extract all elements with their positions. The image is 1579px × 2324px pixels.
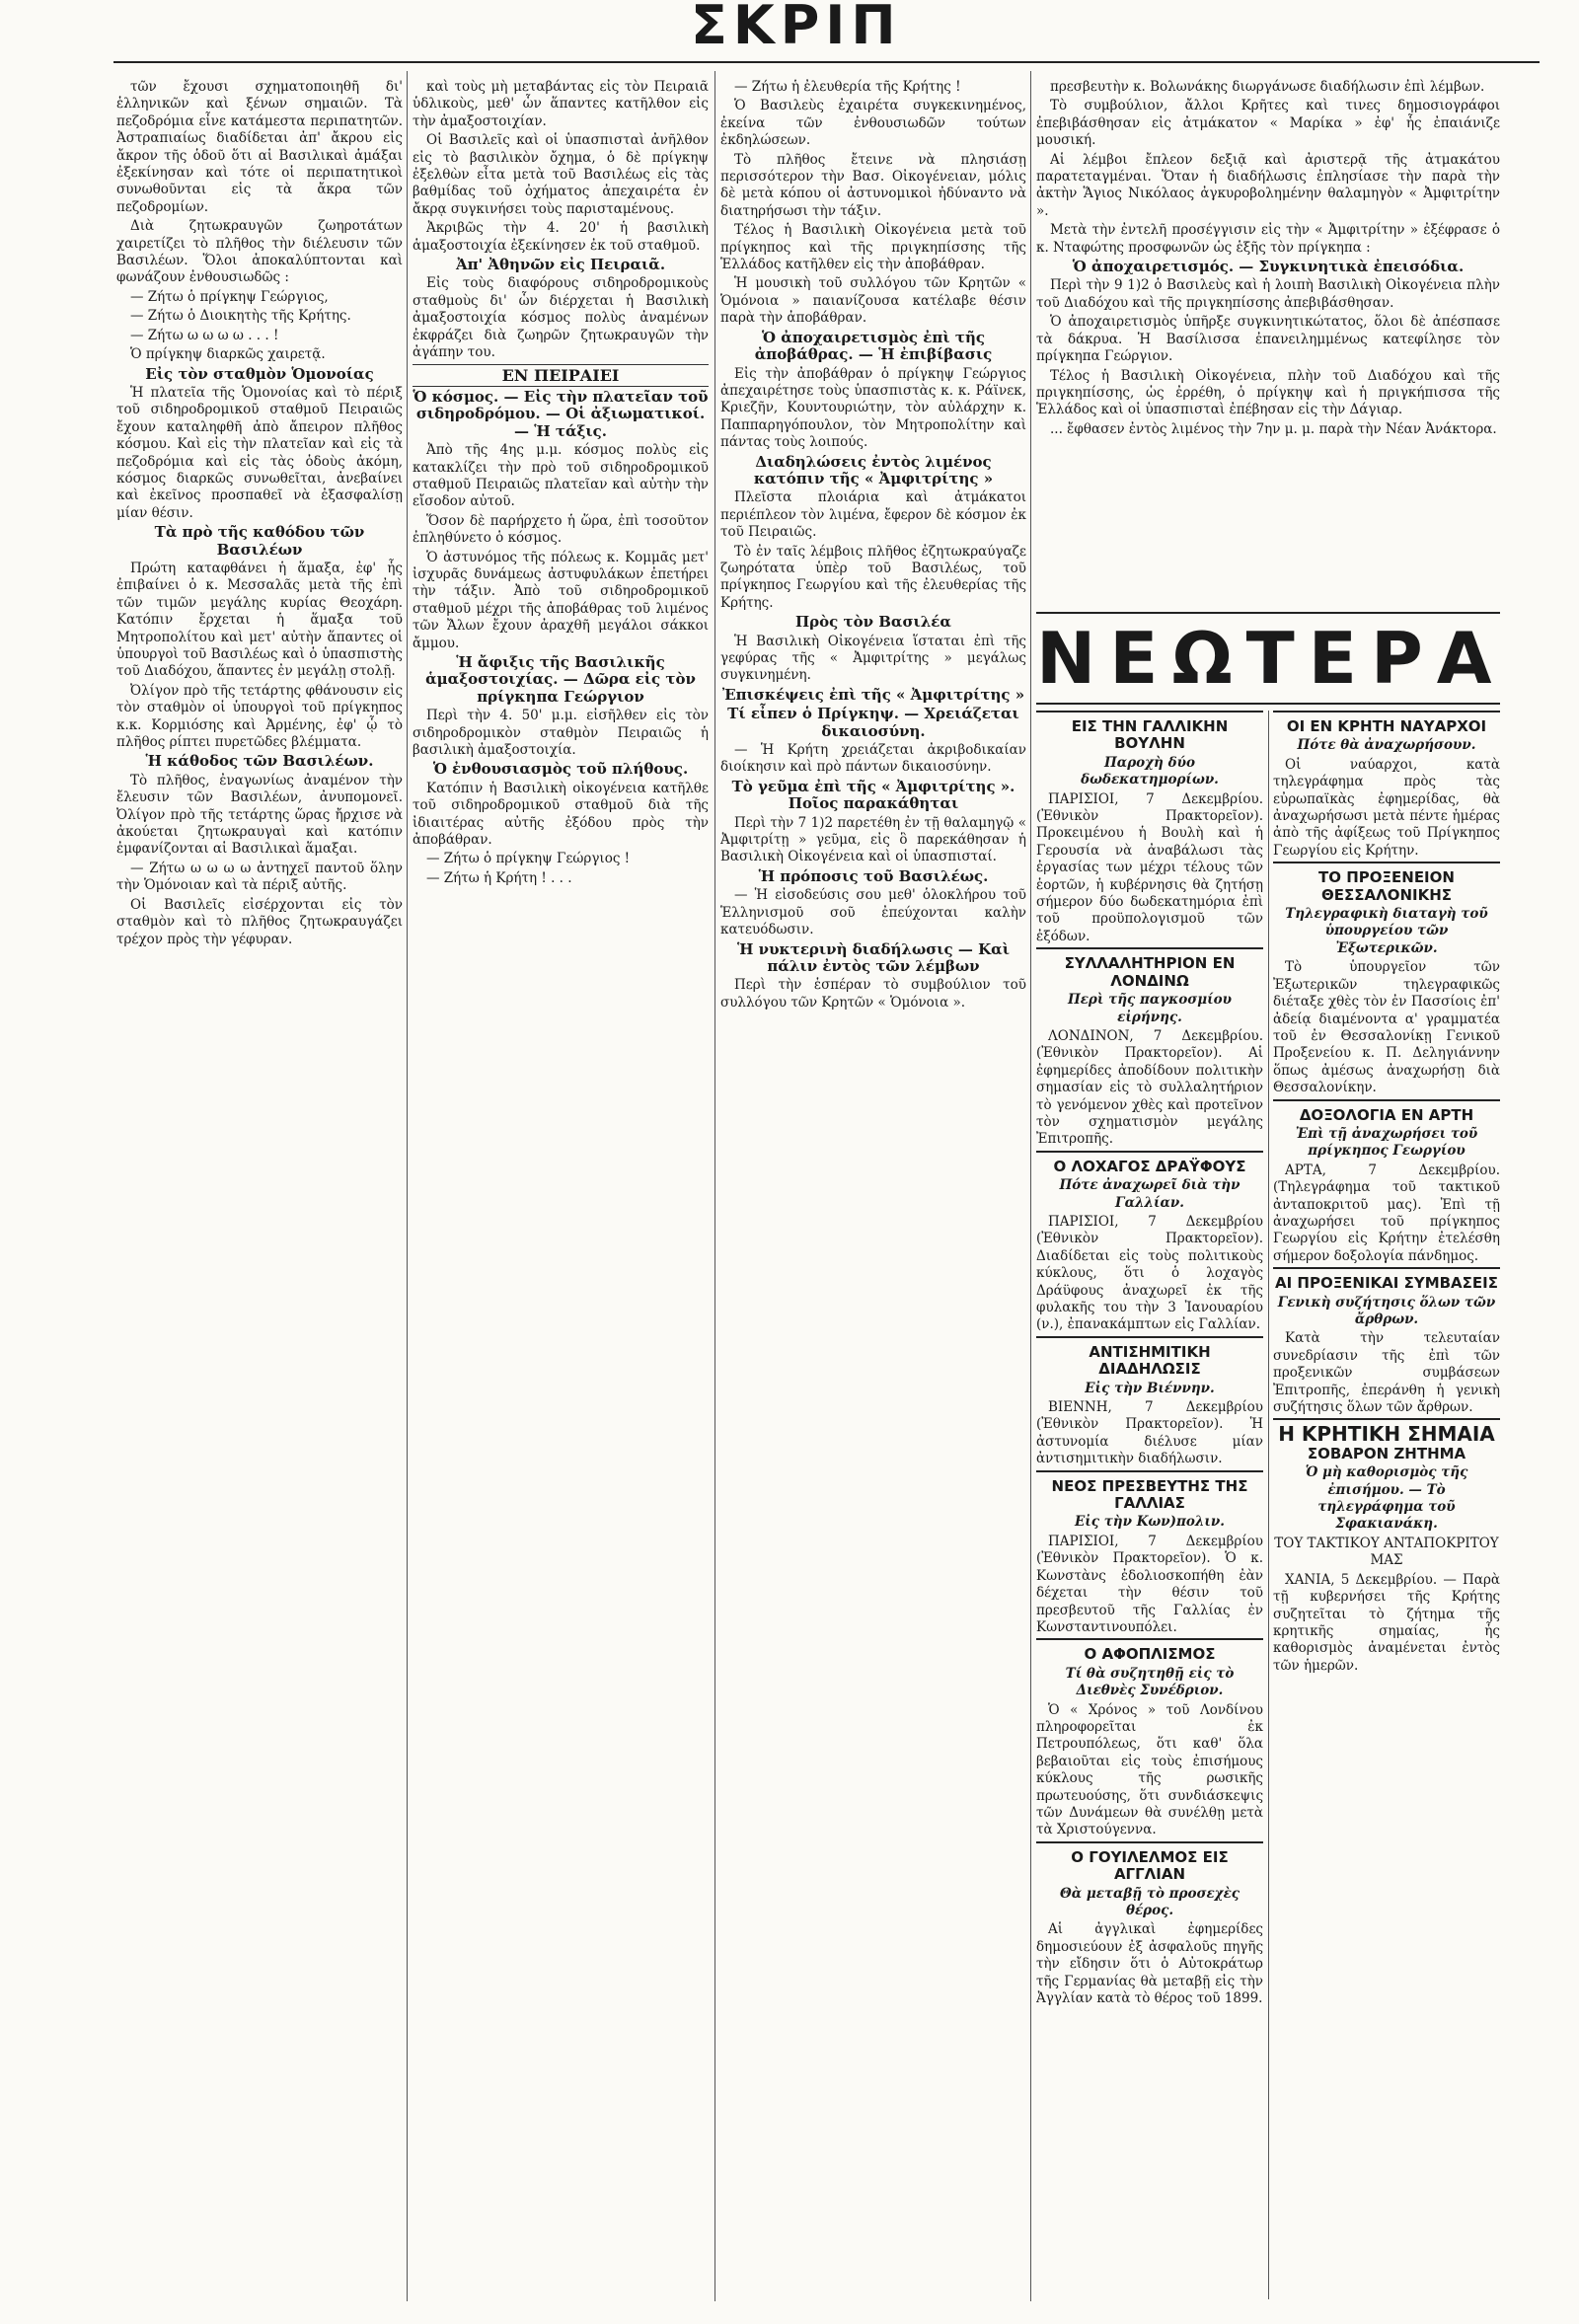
paragraph: — Ζήτω ἡ Κρήτη ! . . . [426,869,572,886]
paragraph: — Ἡ εἰσοδεύσις σου μεθ' ὁλοκλήρου τοῦ Ἑλληνισμοῦ σοῦ ἐπεύχονται καλὴν κατευόδωσιν. [720,887,1026,938]
paragraph: Ἀπὸ τῆς 4ης μ.μ. κόσμος πολὺς εἰς κατακλίζει τὴν πρὸ τοῦ σιδηροδρομικοῦ σταθμοῦ Πειραιῶς πλατεῖαν καὶ αὐτὴν τὴν εἴσοδον αὐτοῦ. [413,442,709,510]
paragraph: Τὸ συμβούλιον, ἄλλοι Κρῆτες καὶ τινες δημοσιογράφοι ἐπεβιβάσθησαν εἰς ἀτμάκατον « Μαρίκα » ἐφ' ἧς ἐπαιάνιζε μουσική. [1036,98,1500,149]
paragraph: Περὶ τὴν 4. 50' μ.μ. εἰσῆλθεν εἰς τὸν σιδηροδρομικὸν σταθμὸν Πειραιῶς ἡ βασιλικὴ ἀμαξοστοιχία. [413,708,709,759]
paragraph: — Ζήτω ὁ Διοικητὴς τῆς Κρήτης. [130,308,351,325]
section-heading: Ὁ ἐνθουσιασμὸς τοῦ πλήθους. [432,760,689,779]
section-heading: Τὸ γεῦμα ἐπὶ τῆς « Ἀμφιτρίτης ». Ποῖος παρακάθηται [731,777,1015,813]
paragraph: Περὶ τὴν ἑσπέραν τὸ συμβούλιον τοῦ συλλόγου τῶν Κρητῶν « Ὁμόνοια ». [720,977,1026,1011]
paragraph: τῶν ἔχουσι σχηματοποιηθῆ δι' ἑλληνικῶν καὶ ξένων σημαιῶν. Τὰ πεζοδρόμια εἶνε κατάμεστα περιπατητῶν. Ἀστραπιαίως διαδίδεται ἀπ' ἄκρου εἰς ἄκρον τῆς ὁδοῦ ὅτι αἱ Βασιλικαὶ ἁμάξαι ἐξεκίνησαν καὶ τότε οἱ περιπατητικοὶ συνωθοῦνται εἰς τὰ ἄκρα τῶν πεζοδρομίων. [116,79,403,215]
newspaper-title: ΣΚΡΙΠ [691,0,902,56]
paragraph: Οἱ Βασιλεῖς εἰσέρχονται εἰς τὸν σταθμὸν καὶ τὸ πλῆθος ζητωκραυγάζει τρέχον πρὸς τὴν γέφυραν. [116,896,403,947]
section-heading: Ὁ ἀποχαιρετισμός. — Συγκινητικὰ ἐπεισόδια. [1072,258,1465,276]
column-divider [1268,711,1269,2299]
paragraph: ΧΑΝΙΑ, 5 Δεκεμβρίου. — Παρὰ τῇ κυβερνήσει τῆς Κρήτης συζητεῖται τὸ ζήτημα τῆς κρητικῆς σημαίας, ἧς καθορισμὸς ἀναμένεται ἐντὸς τῶν ἡμερῶν. [1273,1571,1500,1674]
paragraph: Τὸ πλῆθος ἔτεινε νὰ πλησιάσῃ περισσότερον τὴν Βασ. Οἰκογένειαν, μόλις δὲ μετὰ κόπου οἱ ἀστυνομικοὶ ἠδύναντο νὰ διατηρήσωσι τὴν τάξιν. [720,151,1026,219]
news-headline: ΑΙ ΠΡΟΞΕΝΙΚΑΙ ΣΥΜΒΑΣΕΙΣ [1273,1267,1500,1292]
paragraph: Εἰς τὴν ἀποβάθραν ὁ πρίγκηψ Γεώργιος ἀπεχαιρέτησε τοὺς ὑπασπιστὰς κ. κ. Ράϊνεκ, Κριεζῆν, Κουντουριώτην, τὸν αὐλάρχην κ. Παππαρηγόπουλον, τὸν Μητροπολίτην καὶ πάντας τοὺς λοιπούς. [720,365,1026,451]
paragraph: Οἱ Βασιλεῖς καὶ οἱ ὑπασπισταὶ ἀνῆλθον εἰς τὸ βασιλικὸν ὄχημα, ὁ δὲ πρίγκηψ ἐξελθὼν εἶτα μετὰ τοῦ Βασιλέως εἰς τὰς βαθμίδας τοῦ ὀχήματος ἀπεχαιρέτα ἐν ἄκρᾳ συγκινήσει τοὺς παρισταμένους. [413,132,709,217]
paragraph: Ἀκριβῶς τὴν 4. 20' ἡ βασιλικὴ ἁμαξοστοιχία ἐξεκίνησεν ἐκ τοῦ σταθμοῦ. [413,220,709,254]
paragraph: ΠΑΡΙΣΙΟΙ, 7 Δεκεμβρίου. (Ἐθνικὸν Πρακτορεῖον). Προκειμένου ἡ Βουλὴ καὶ ἡ Γερουσία νὰ ἀναβάλωσι τὰς ἐργασίας των μέχρι τέλους τῶν ἑορτῶν, ἡ κυβέρνησις θὰ ζητήσῃ σήμερον δύο δωδεκατημόρια ἐπὶ τοῦ προϋπολογισμοῦ τῶν ἐξόδων. [1036,790,1263,944]
paragraph: Οἱ ναύαρχοι, κατὰ τηλεγράφημα πρὸς τὰς εὐρωπαϊκὰς ἐφημερίδας, θὰ ἀναχωρήσωσι μετὰ πέντε ἡμέρας ἀπὸ τῆς ἀφίξεως τοῦ Πρίγκηπος Γεωργίου εἰς Κρήτην. [1273,756,1500,859]
paragraph: — Ζήτω ὁ πρίγκηψ Γεώργιος ! [426,851,631,867]
news-subheadline: Ἐπὶ τῇ ἀναχωρήσει τοῦ πρίγκηπος Γεωργίου [1295,1125,1478,1160]
paragraph: Περὶ τὴν 7 1)2 παρετέθη ἐν τῇ θαλαμηγῷ « Ἀμφιτρίτῃ » γεῦμα, εἰς ὃ παρεκάθησαν ἡ Βασιλικὴ Οἰκογένεια καὶ οἱ ὑπασπισταί. [720,814,1026,865]
paragraph: Ὁ ἀστυνόμος τῆς πόλεως κ. Κομμᾶς μετ' ἰσχυρᾶς δυνάμεως ἀστυφυλάκων ἐπετήρει τὴν τάξιν. Ἀπὸ τοῦ σιδηροδρομικοῦ σταθμοῦ μέχρι τῆς ἀποβάθρας τοῦ λιμένος τῶν Ἄλων ἔχουν ἀραχθῆ μεγάλοι σάκκοι ἄμμου. [413,549,709,651]
news-subheadline: Παροχὴ δύο δωδεκατημορίων. [1081,754,1219,788]
paragraph: Μετὰ τὴν ἐντελῆ προσέγγισιν εἰς τὴν « Ἀμφιτρίτην » ἐξέφρασε ὁ κ. Νταφώτης προσφωνῶν ὡς ἑξῆς τὸν πρίγκηπα : [1036,222,1500,256]
paragraph: Ὁ « Χρόνος » τοῦ Λονδίνου πληροφορεῖται ἐκ Πετρουπόλεως, ὅτι καθ' ὅλα βεβαιοῦται εἰς τοὺς ἐπισήμους κύκλους τῆς ρωσικῆς πρωτευούσης, ὅτι συνδιάσκεψις τῶν Δυνάμεων θὰ συνέλθῃ μετὰ τὰ Χριστούγεννα. [1036,1701,1263,1838]
news-subheadline: Γενικὴ συζήτησις ὅλων τῶν ἄρθρων. [1277,1294,1496,1327]
correspondent-line: ΤΟΥ ΤΑΚΤΙΚΟΥ ΑΝΤΑΠΟΚΡΙΤΟΥ ΜΑΣ [1274,1535,1499,1569]
paragraph: Τὸ πλῆθος, ἐναγωνίως ἀναμένον τὴν ἔλευσιν τῶν Βασιλέων, ἀνυπομονεῖ. Ὀλίγον πρὸ τῆς τετάρτης ὥρας ἤρχισε νὰ ἀκούεται ζητωκραυγαὶ καὶ κατόπιν ἐμφανίζονται αἱ Βασιλικαὶ ἅμαξαι. [116,772,403,858]
paragraph: ΠΑΡΙΣΙΟΙ, 7 Δεκεμβρίου (Ἐθνικὸν Πρακτορεῖον). Ὁ κ. Κωνστὰνς ἐδολιοσκοπήθη ἐὰν δέχεται τὴν θέσιν τοῦ πρεσβευτοῦ τῆς Γαλλίας ἐν Κωνσταντινουπόλει. [1036,1533,1263,1635]
news-headline: ΣΟΒΑΡΟΝ ΖΗΤΗΜΑ [1307,1444,1466,1462]
section-heading: Διαδηλώσεις ἐντὸς λιμένος κατόπιν τῆς « Ἀμφιτρίτης » [753,452,994,487]
paragraph: Ἡ μουσικὴ τοῦ συλλόγου τῶν Κρητῶν « Ὁμόνοια » παιανίζουσα κατέλαβε θέσιν παρὰ τὴν ἀποβάθραν. [720,275,1026,327]
paragraph: Ὅσον δὲ παρήρχετο ἡ ὥρα, ἐπὶ τοσοῦτον ἐπληθύνετο ὁ κόσμος. [413,512,709,547]
news-headline: ΟΙ ΕΝ ΚΡΗΤΗ ΝΑΥΑΡΧΟΙ [1273,711,1500,735]
news-headline: ΑΝΤΙΣΗΜΙΤΙΚΗ ΔΙΑΔΗΛΩΣΙΣ [1036,1336,1263,1379]
news-headline: ΝΕΟΣ ΠΡΕΣΒΕΥΤΗΣ ΤΗΣ ΓΑΛΛΙΑΣ [1036,1470,1263,1513]
paragraph: Ἡ Βασιλικὴ Οἰκογένεια ἵσταται ἐπὶ τῆς γεφύρας τῆς « Ἀμφιτρίτης » μεγάλως συγκινημένη. [720,633,1026,684]
column-divider [407,71,408,2301]
section-heading: Ἡ πρόποσις τοῦ Βασιλέως. [758,866,989,885]
section-heading: Εἰς τὸν σταθμὸν Ὁμονοίας [145,364,374,383]
section-heading: Τί εἶπεν ὁ Πρίγκηψ. — Χρειάζεται δικαιοσύνη. [727,705,1019,740]
latest-news-banner: ΝΕΩΤΕΡΑ [1036,612,1500,705]
article-column-3 [720,79,1026,2299]
paragraph: — Ζήτω ω ω ω ω . . . ! [130,327,279,343]
news-headline: Ο ΛΟΧΑΓΟΣ ΔΡΑΫΦΟΥΣ [1036,1151,1263,1175]
section-heading: Ἡ νυκτερινὴ διαδήλωσις — Καὶ πάλιν ἐντὸς τῶν λέμβων [737,939,1010,975]
paragraph: — Ζήτω ἡ ἐλευθερία τῆς Κρήτης ! [734,79,961,95]
news-subheadline: Τί θὰ συζητηθῇ εἰς τὸ Διεθνὲς Συνέδριον. [1065,1665,1235,1699]
paragraph: Διὰ ζητωκραυγῶν ζωηροτάτων χαιρετίζει τὸ πλῆθος τὴν διέλευσιν τῶν Βασιλέων. Ὅλοι ἀποκαλύπτονται καὶ φωνάζουν ἐνθουσιωδῶς : [116,218,403,286]
news-subheadline: Πότε θὰ ἀναχωρήσουν. [1297,737,1476,754]
news-subheadline: Εἰς τὴν Βιέννην. [1085,1380,1215,1396]
section-heading: Πρὸς τὸν Βασιλέα [795,613,951,632]
paragraph: Περὶ τὴν 9 1)2 ὁ Βασιλεὺς καὶ ἡ λοιπὴ Βασιλικὴ Οἰκογένεια πλὴν τοῦ Διαδόχου καὶ τῆς πριγκηπίσσης ἀπεβιβάσθησαν. [1036,277,1500,311]
section-heading: Ἡ ἄφιξις τῆς Βασιλικῆς ἁμαξοστοιχίας. — Δῶρα εἰς τὸν πρίγκηπα Γεώργιον [425,653,696,706]
paragraph: Αἱ λέμβοι ἔπλεον δεξιᾷ καὶ ἀριστερᾷ τῆς ἀτμακάτου παρατεταγμέναι. Ὅταν ἡ διαδήλωσις ἐπλησίασε τὴν παρὰ τὴν ἀκτὴν Ἅγιος Νικόλαος ἀγκυροβολημένην θαλαμηγὸν « Ἀμφιτρίτην ». [1036,151,1500,219]
paragraph: Τὸ ὑπουργεῖον τῶν Ἐξωτερικῶν τηλεγραφικῶς διέταξε χθὲς τὸν ἐν Πασσίοις ἐπ' ἀδείᾳ διαμένοντα α' γραμματέα τοῦ ἐν Θεσσαλονίκῃ Γενικοῦ Προξενείου κ. Π. Δεληγιάννην ὅπως ἀμέσως ἀναχωρήσῃ διὰ Θεσσαλονίκην. [1273,959,1500,1096]
column-divider [714,71,715,2301]
news-headline: ΕΙΣ ΤΗΝ ΓΑΛΛΙΚΗΝ ΒΟΥΛΗΝ [1036,711,1263,753]
section-heading: Ἀπ' Ἀθηνῶν εἰς Πειραιᾶ. [455,256,666,274]
news-column-left [1036,711,1263,2299]
news-headline: ΤΟ ΠΡΟΞΕΝΕΙΟΝ ΘΕΣΣΑΛΟΝΙΚΗΣ [1273,862,1500,904]
news-headline: Η ΚΡΗΤΙΚΗ ΣΗΜΑΙΑ [1273,1418,1500,1443]
section-heading: Ἐπισκέψεις ἐπὶ τῆς « Ἀμφιτρίτης » [721,685,1025,704]
paragraph: — Ζήτω ω ω ω ω ἀντηχεῖ παντοῦ ὅλην τὴν Ὁμόνοιαν καὶ τὰ πέριξ αὐτῆς. [116,860,403,894]
news-headline: ΔΟΞΟΛΟΓΙΑ ΕΝ ΑΡΤΗ [1273,1099,1500,1124]
paragraph: Τέλος ἡ Βασιλικὴ Οἰκογένεια, πλὴν τοῦ Διαδόχου καὶ τῆς πριγκηπίσσης, ὡς ἐρρέθη, ὁ πρίγκηψ καὶ ἡ πριγκήπισσα τῆς Ἑλλάδος καὶ οἱ ὑπασπισταὶ ἐπέβησαν εἰς τὴν Δάγιαρ. [1036,367,1500,418]
boxed-heading: ΕΝ ΠΕΙΡΑΙΕΙ [413,364,709,387]
news-headline: Ο ΓΟΥΙΛΕΛΜΟΣ ΕΙΣ ΑΓΓΛΙΑΝ [1036,1841,1263,1884]
masthead [0,0,1579,69]
paragraph: — Ἡ Κρήτη χρειάζεται ἀκριβοδικαίαν διοίκησιν καὶ πρὸ πάντων δικαιοσύνην. [720,742,1026,776]
paragraph: Πρώτη καταφθάνει ἡ ἅμαξα, ἐφ' ἧς ἐπιβαίνει ὁ κ. Μεσσαλᾶς μετὰ τῆς ἐπὶ τῶν τιμῶν μεγάλης κυρίας Θεοχάρη. Κατόπιν ἔρχεται ἡ ἅμαξα τοῦ Μητροπολίτου καὶ μετ' αὐτὴν ἅπαντες οἱ ὑπουργοὶ τοῦ Βασιλέως καὶ ὁ ὑπασπιστὴς τοῦ Διαδόχου, ἅπαντες ἐν μεγάλῃ στολῇ. [116,560,403,680]
paragraph: Κατὰ τὴν τελευταίαν συνεδρίασιν τῆς ἐπὶ τῶν προξενικῶν συμβάσεων Ἐπιτροπῆς, ἐπεράνθη ἡ γενικὴ συζήτησις ὅλων τῶν ἄρθρων. [1273,1330,1500,1416]
section-heading: Ὁ κόσμος. — Εἰς τὴν πλατεῖαν τοῦ σιδηροδρόμου. — Οἱ ἀξιωματικοί. — Ἡ τάξις. [413,387,709,440]
news-subheadline: Θὰ μεταβῇ τὸ προσεχὲς θέρος. [1059,1885,1240,1918]
paragraph: ΠΑΡΙΣΙΟΙ, 7 Δεκεμβρίου (Ἐθνικὸν Πρακτορεῖον). Διαδίδεται εἰς τοὺς πολιτικοὺς κύκλους, ὅτι ὁ λοχαγὸς Δράϋφους ἀναχωρεῖ ἐκ τῆς φυλακῆς του τὴν 3 Ἰανουαρίου (ν.), ἐπανακάμπτων εἰς Γαλλίαν. [1036,1213,1263,1333]
news-subheadline: Τηλεγραφικὴ διαταγὴ τοῦ ὑπουργείου τῶν Ἐξωτερικῶν. [1285,906,1488,956]
paragraph: Πλεῖστα πλοιάρια καὶ ἀτμάκατοι περιέπλεον τὸν λιμένα, ἔφερον δὲ κόσμον ἐκ τοῦ Πειραιῶς. [720,489,1026,541]
article-column-4 [1036,79,1500,612]
article-column-1 [116,79,403,2299]
news-subheadline: Πότε ἀναχωρεῖ διὰ τὴν Γαλλίαν. [1059,1177,1241,1211]
paragraph: Ὁ πρίγκηψ διαρκῶς χαιρετᾷ. [130,346,326,363]
article-column-2 [413,79,709,2299]
paragraph: Ἡ πλατεῖα τῆς Ὁμονοίας καὶ τὸ πέριξ τοῦ σιδηροδρομικοῦ σταθμοῦ Πειραιῶς ἔχουν καταληφθῆ ἀπὸ ἄπειρον πλῆθος κόσμου. Καὶ εἰς τὴν πλατεῖαν καὶ εἰς τὰ πεζοδρόμια καὶ εἰς τὰς ὁδοὺς ἀκόμη, κόσμος διαρκῶς συνωθεῖται, ἀνεβαίνει καὶ ἐκεῖνος προσπαθεῖ νὰ ἐξασφαλίσῃ μίαν θέσιν. [116,384,403,521]
news-subheadline: Εἰς τὴν Κων)πολιν. [1074,1514,1225,1531]
section-heading: Τὰ πρὸ τῆς καθόδου τῶν Βασιλέων [154,523,365,559]
news-subheadline: Ὁ μὴ καθορισμὸς τῆς ἐπισήμου. — Τὸ τηλεγράφημα τοῦ Σφακιανάκη. [1305,1464,1468,1533]
paragraph: ΑΡΤΑ, 7 Δεκεμβρίου. (Τηλεγράφημα τοῦ τακτικοῦ ἀνταποκριτοῦ μας). Ἐπὶ τῇ ἀναχωρήσει τοῦ πρίγκηπος Γεωργίου εἰς Κρήτην ἐτελέσθη σήμερον δοξολογία πάνδημος. [1273,1162,1500,1264]
section-heading: Ὁ ἀποχαιρετισμὸς ἐπὶ τῆς ἀποβάθρας. — Ἡ ἐπιβίβασις [754,328,993,364]
section-heading: Ἡ κάθοδος τῶν Βασιλέων. [145,752,374,771]
paragraph: Κατόπιν ἡ Βασιλικὴ οἰκογένεια κατῆλθε τοῦ σιδηροδρομικοῦ σταθμοῦ διὰ τῆς ἰδιαιτέρας αὐτῆς ἐξόδου πρὸς τὴν ἀποβάθραν. [413,780,709,849]
paragraph: Τέλος ἡ Βασιλικὴ Οἰκογένεια μετὰ τοῦ πρίγκηπος καὶ τῆς πριγκηπίσσης τῆς Ἑλλάδος κατῆλθεν εἰς τὴν ἀποβάθραν. [720,222,1026,273]
paragraph: πρεσβευτὴν κ. Βολωνάκης διωργάνωσε διαδήλωσιν ἐπὶ λέμβων. [1050,79,1485,95]
news-subheadline: Περὶ τῆς παγκοσμίου εἰρήνης. [1067,992,1233,1025]
news-headline: ΣΥΛΛΑΛΗΤΗΡΙΟΝ ΕΝ ΛΟΝΔΙΝΩ [1036,947,1263,990]
paragraph: — Ζήτω ὁ πρίγκηψ Γεώργιος, [130,288,329,305]
column-divider [1030,71,1031,2301]
paragraph: Τὸ ἐν ταῖς λέμβοις πλῆθος ἐζητωκραύγαζε ζωηρότατα ὑπὲρ τοῦ Βασιλέως, τοῦ πρίγκηπος Γεωργίου καὶ τῆς ἐλευθερίας τῆς Κρήτης. [720,543,1026,611]
paragraph: Ὁ ἀποχαιρετισμὸς ὑπῆρξε συγκινητικώτατος, ὅλοι δὲ ἀπέσπασε τὰ δάκρυα. Ἡ Βασίλισσα ἐπανειλημμένως κατεφίλησε τὸν πρίγκηπα Γεώργιον. [1036,314,1500,365]
paragraph: ΛΟΝΔΙΝΟΝ, 7 Δεκεμβρίου. (Ἐθνικὸν Πρακτορεῖον). Αἱ ἐφημερίδες ἀποδίδουν πολιτικὴν σημασίαν εἰς τὸ συλλαλητήριον τὸ γενόμενον χθὲς καὶ προτεῖνον τὸν σχηματισμὸν μεγάλης Ἐπιτροπῆς. [1036,1027,1263,1148]
paragraph: Αἱ ἀγγλικαὶ ἐφημερίδες δημοσιεύουν ἐξ ἀσφαλοῦς πηγῆς τὴν εἴδησιν ὅτι ὁ Αὐτοκράτωρ τῆς Γερμανίας θὰ μεταβῇ εἰς τὴν Ἀγγλίαν κατὰ τὸ θέρος τοῦ 1899. [1036,1921,1263,2007]
paragraph: Ὀλίγον πρὸ τῆς τετάρτης φθάνουσιν εἰς τὸν σταθμὸν οἱ ὑπουργοὶ τοῦ πρίγκηπος κ.κ. Κορμιόσης καὶ Ἀρμένης, ἐφ' ᾧ τὸ πλῆθος ρίπτει πυρετῶδες βλέμματα. [116,682,403,751]
news-headline: Ο ΑΦΟΠΛΙΣΜΟΣ [1036,1638,1263,1663]
masthead-rule [113,61,1540,63]
paragraph: ΒΙΕΝΝΗ, 7 Δεκεμβρίου (Ἐθνικὸν Πρακτορεῖον). Ἡ ἀστυνομία διέλυσε μίαν ἀντισημιτικὴν διαδήλωσιν. [1036,1399,1263,1467]
paragraph: Ὁ Βασιλεὺς ἐχαιρέτα συγκεκινημένος, ἐκείνα τῶν ἐνθουσιωδῶν τούτων ἐκδηλώσεων. [720,98,1026,149]
paragraph: ... ἔφθασεν ἐντὸς λιμένος τὴν 7ην μ. μ. παρὰ τὴν Νέαν Ἀνάκτορα. [1050,420,1497,437]
paragraph: καὶ τοὺς μὴ μεταβάντας εἰς τὸν Πειραιᾶ ὑδλικοὺς, μεθ' ὧν ἅπαντες κατῆλθον εἰς τὴν ἀμαξοστοιχίαν. [413,79,709,129]
news-column-right [1273,711,1500,2299]
paragraph: Εἰς τοὺς διαφόρους σιδηροδρομικοὺς σταθμοὺς δι' ὧν διέρχεται ἡ Βασιλικὴ ἀμαξοστοιχία κόσμος πολὺς ἀναμένων ἐκφράζει διὰ ζωηρῶν ζητωκραυγῶν τὴν ἀγάπην του. [413,275,709,361]
